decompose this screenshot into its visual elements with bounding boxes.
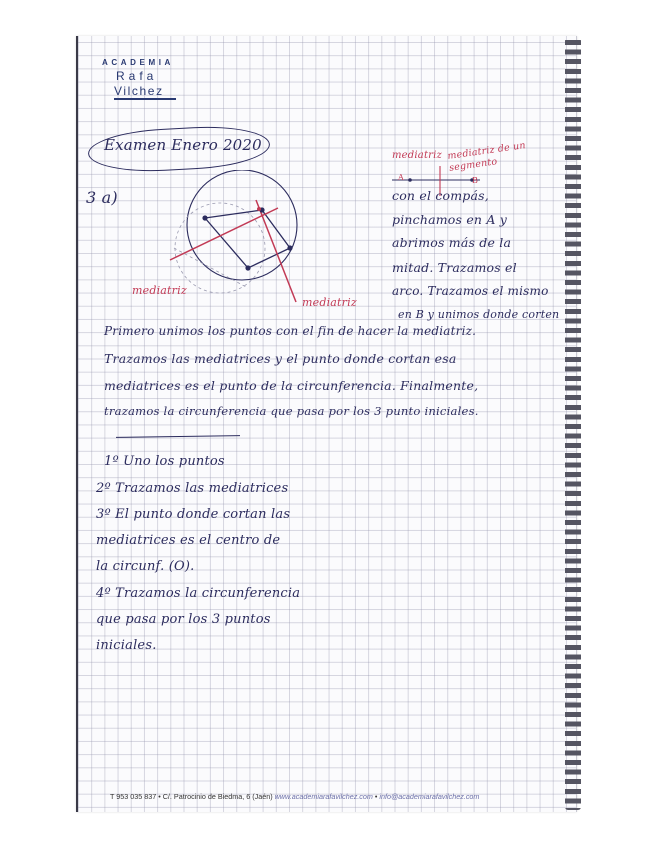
step-line-4: mediatrices es el centro de	[96, 533, 281, 548]
sidebar-line-6: en B y unimos donde corten	[398, 308, 560, 321]
sidebar-line-1: con el compás,	[392, 188, 489, 203]
point-1	[202, 215, 207, 220]
exam-title: Examen Enero 2020	[104, 136, 262, 154]
step-line-5: la circunf. (O).	[96, 559, 195, 574]
point-4	[287, 245, 292, 250]
segment-cd	[248, 248, 290, 268]
sidebar-line-2: pinchamos en A y	[392, 212, 508, 227]
point-a-dot	[408, 178, 412, 182]
step-line-1: 1º Uno los puntos	[104, 454, 225, 469]
point-a-label: A	[398, 173, 404, 182]
segment-ab	[205, 210, 262, 218]
academy-logo	[102, 58, 194, 100]
point-b-label: B	[472, 176, 479, 185]
footer-contact: T 953 035 837 • C/. Patrocinio de Biedma, 6 (Jaén)	[110, 792, 273, 801]
construction-line	[174, 248, 248, 288]
point-3	[245, 265, 250, 270]
sidebar-line-3: abrimos más de la	[392, 235, 512, 250]
spiral-binding	[565, 38, 581, 810]
step-line-6: 4º Trazamos la circunferencia	[96, 586, 301, 601]
diagram-word: mediatriz	[392, 150, 443, 161]
paragraph-line-4: trazamos la circunferencia que pasa por los 3 punto iniciales.	[104, 404, 479, 418]
label-mediatriz-left: mediatriz	[132, 284, 187, 297]
step-line-2: 2º Trazamos las mediatrices	[96, 481, 289, 496]
question-label: 3 a)	[86, 188, 118, 207]
logo-academia: ACADEMIA	[102, 58, 174, 67]
segment-bc	[262, 210, 290, 248]
center-point	[257, 207, 261, 211]
step-line-7: que pasa por los 3 puntos	[96, 612, 271, 627]
label-mediatriz-right: mediatriz	[302, 296, 357, 309]
paragraph-line-2: Trazamos las mediatrices y el punto donde cortan esa	[104, 351, 457, 366]
step-line-8: iniciales.	[96, 638, 157, 653]
sidebar-line-5: arco. Trazamos el mismo	[392, 284, 549, 298]
paragraph-line-3: mediatrices es el punto de la circunferencia. Finalmente,	[104, 378, 479, 393]
logo-vilchez: Vilchez	[114, 84, 176, 100]
paragraph-line-1: Primero unimos los puntos con el fin de hacer la mediatriz.	[104, 324, 477, 338]
footer-website: www.academiarafavilchez.com	[274, 792, 373, 801]
step-line-3: 3º El punto donde cortan las	[96, 507, 291, 522]
footer-email: info@academiarafavilchez.com	[379, 792, 480, 801]
diagram-title: mediatriz de un segmento	[446, 140, 527, 174]
sidebar-line-4: mitad. Trazamos el	[392, 260, 517, 275]
footer-separator: •	[374, 792, 378, 801]
page-footer	[110, 792, 479, 801]
logo-rafa: Rafa	[116, 69, 158, 83]
